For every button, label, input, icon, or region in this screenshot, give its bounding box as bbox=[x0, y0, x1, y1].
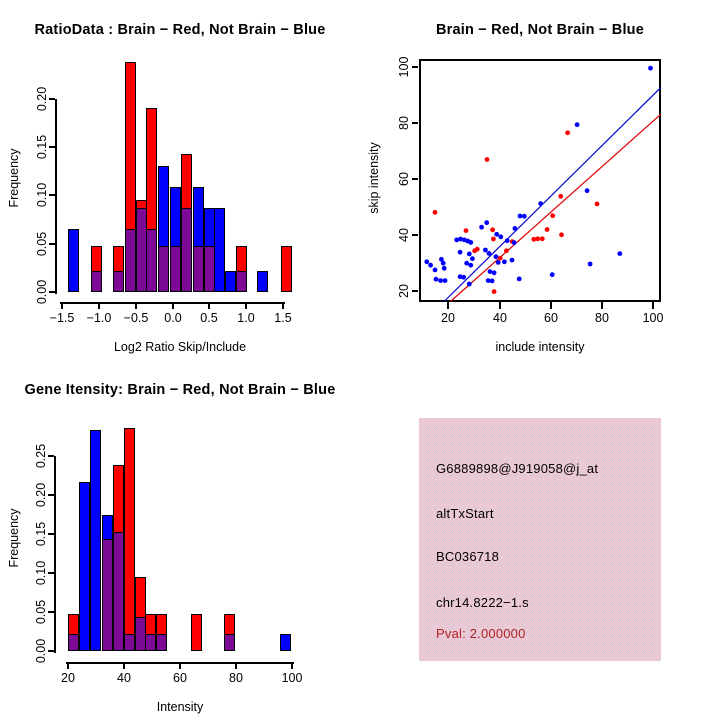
x-tick-label: 1.5 bbox=[274, 311, 292, 325]
point-not_brain bbox=[490, 279, 495, 284]
bar-red bbox=[281, 246, 292, 292]
y-tick bbox=[48, 650, 54, 652]
x-tick-label: 1.0 bbox=[237, 311, 255, 325]
gene-histogram-plot bbox=[0, 360, 360, 720]
point-brain bbox=[472, 248, 477, 253]
y-tick bbox=[48, 572, 54, 574]
bar-overlap bbox=[224, 634, 235, 651]
point-brain bbox=[492, 289, 497, 294]
y-tick bbox=[49, 98, 55, 100]
bar-overlap bbox=[124, 634, 135, 651]
x-tick-label: −1.0 bbox=[86, 311, 112, 325]
y-tick-label: 100 bbox=[397, 56, 411, 78]
point-brain bbox=[545, 227, 550, 232]
bar-overlap bbox=[125, 229, 136, 292]
plot-box bbox=[420, 60, 660, 301]
point-not_brain bbox=[496, 260, 501, 265]
point-not_brain bbox=[438, 278, 443, 283]
bar-overlap bbox=[170, 246, 181, 292]
point-not_brain bbox=[538, 201, 543, 206]
x-tick-label: 60 bbox=[173, 671, 187, 685]
x-tick bbox=[652, 302, 654, 309]
point-not_brain bbox=[488, 269, 493, 274]
fit-line-line_red bbox=[451, 114, 661, 301]
x-tick bbox=[208, 302, 210, 309]
point-not_brain bbox=[467, 252, 472, 257]
scatter-xlabel: include intensity bbox=[495, 340, 585, 354]
point-brain bbox=[433, 210, 438, 215]
x-tick-label: 20 bbox=[61, 671, 75, 685]
point-brain bbox=[540, 236, 545, 241]
point-brain bbox=[550, 213, 555, 218]
info-box bbox=[419, 418, 661, 661]
point-brain bbox=[464, 228, 469, 233]
x-tick bbox=[61, 302, 63, 309]
y-tick bbox=[49, 291, 55, 293]
bar-overlap bbox=[145, 634, 156, 651]
x-tick bbox=[67, 662, 69, 669]
point-not_brain bbox=[505, 238, 510, 243]
point-not_brain bbox=[443, 278, 448, 283]
y-tick bbox=[48, 455, 54, 457]
point-not_brain bbox=[585, 188, 590, 193]
y-tick-label: 0.15 bbox=[35, 134, 49, 160]
x-tick-label: 60 bbox=[544, 311, 558, 325]
panel-info bbox=[360, 360, 720, 720]
y-tick-label: 0.10 bbox=[34, 560, 48, 586]
y-tick bbox=[48, 494, 54, 496]
bar-blue bbox=[79, 482, 90, 651]
point-not_brain bbox=[468, 240, 473, 245]
point-not_brain bbox=[502, 259, 507, 264]
point-brain bbox=[504, 248, 509, 253]
x-tick-label: 100 bbox=[281, 671, 303, 685]
point-brain bbox=[498, 256, 503, 261]
scatter-plot bbox=[360, 0, 720, 360]
y-axis bbox=[54, 456, 56, 653]
point-not_brain bbox=[575, 122, 580, 127]
point-not_brain bbox=[550, 272, 555, 277]
panel-ratio-histogram bbox=[0, 0, 360, 360]
point-not_brain bbox=[479, 225, 484, 230]
x-tick bbox=[179, 662, 181, 669]
point-not_brain bbox=[522, 214, 527, 219]
point-not_brain bbox=[498, 234, 503, 239]
x-tick-label: 80 bbox=[595, 311, 609, 325]
y-tick-label: 0.00 bbox=[34, 638, 48, 664]
point-not_brain bbox=[648, 66, 653, 71]
bar-overlap bbox=[236, 271, 247, 292]
scatter-canvas bbox=[360, 0, 720, 360]
point-not_brain bbox=[510, 258, 515, 263]
point-not_brain bbox=[470, 256, 475, 261]
point-not_brain bbox=[441, 261, 446, 266]
bar-overlap bbox=[181, 208, 192, 292]
x-tick bbox=[499, 302, 501, 309]
point-brain bbox=[559, 232, 564, 237]
y-tick-label: 60 bbox=[397, 172, 411, 186]
point-not_brain bbox=[434, 277, 439, 282]
y-tick-label: 0.20 bbox=[34, 482, 48, 508]
x-tick bbox=[291, 662, 293, 669]
gene-histogram-ylabel: Frequency bbox=[7, 508, 21, 568]
panel-gene-histogram bbox=[0, 360, 360, 720]
gene-histogram-xlabel: Intensity bbox=[156, 700, 204, 714]
bar-red bbox=[191, 614, 202, 651]
ratio-histogram-ylabel: Frequency bbox=[7, 148, 21, 208]
point-not_brain bbox=[468, 263, 473, 268]
point-brain bbox=[491, 237, 496, 242]
point-brain bbox=[531, 237, 536, 242]
x-tick-label: 0.0 bbox=[164, 311, 182, 325]
point-brain bbox=[565, 130, 570, 135]
y-tick bbox=[49, 194, 55, 196]
bar-blue bbox=[214, 208, 225, 292]
y-tick-label: 0.05 bbox=[35, 231, 49, 257]
y-tick bbox=[412, 66, 418, 68]
y-tick-label: 0.00 bbox=[35, 279, 49, 305]
bar-blue bbox=[257, 271, 268, 292]
ratio-histogram-xlabel: Log2 Ratio Skip/Include bbox=[113, 340, 247, 354]
point-not_brain bbox=[517, 277, 522, 282]
x-tick bbox=[245, 302, 247, 309]
bar-overlap bbox=[113, 532, 124, 651]
x-tick-label: 20 bbox=[441, 311, 455, 325]
x-tick bbox=[282, 302, 284, 309]
accession-text: BC036718 bbox=[436, 549, 500, 564]
y-tick-label: 0.20 bbox=[35, 86, 49, 112]
bar-overlap bbox=[68, 634, 79, 651]
x-tick-label: 0.5 bbox=[200, 311, 218, 325]
scatter-ylabel: skip intensity bbox=[367, 142, 381, 214]
y-tick-label: 0.10 bbox=[35, 182, 49, 208]
y-tick-label: 0.15 bbox=[34, 521, 48, 547]
x-tick-label: 40 bbox=[493, 311, 507, 325]
x-tick bbox=[123, 662, 125, 669]
y-axis bbox=[55, 99, 57, 294]
pval-text: Pval: 2.000000 bbox=[436, 626, 526, 641]
x-tick bbox=[235, 662, 237, 669]
x-tick-label: 40 bbox=[117, 671, 131, 685]
point-not_brain bbox=[588, 262, 593, 267]
point-not_brain bbox=[487, 251, 492, 256]
bar-red bbox=[124, 428, 135, 651]
y-tick-label: 0.25 bbox=[34, 443, 48, 469]
x-tick bbox=[447, 302, 449, 309]
y-tick bbox=[49, 243, 55, 245]
point-brain bbox=[490, 227, 495, 232]
bar-overlap bbox=[102, 539, 113, 651]
point-not_brain bbox=[484, 220, 489, 225]
bar-overlap bbox=[158, 246, 169, 292]
event-type-text: altTxStart bbox=[436, 506, 494, 521]
bar-blue bbox=[225, 271, 236, 292]
point-not_brain bbox=[518, 214, 523, 219]
fit-line-line_blue bbox=[444, 88, 660, 302]
bar-overlap bbox=[91, 271, 102, 292]
locus-text: chr14.8222−1.s bbox=[436, 595, 529, 610]
point-not_brain bbox=[433, 268, 438, 273]
x-tick bbox=[135, 302, 137, 309]
point-not_brain bbox=[464, 261, 469, 266]
bar-overlap bbox=[146, 229, 157, 292]
x-tick-label: 80 bbox=[229, 671, 243, 685]
panel-intensity-scatter bbox=[360, 0, 720, 360]
scatter-title: Brain − Red, Not Brain − Blue bbox=[435, 22, 645, 38]
x-tick bbox=[601, 302, 603, 309]
ratio-histogram-title: RatioData : Brain − Red, Not Brain − Blue bbox=[34, 22, 326, 38]
y-tick bbox=[412, 234, 418, 236]
point-not_brain bbox=[494, 232, 499, 237]
point-not_brain bbox=[461, 275, 466, 280]
point-not_brain bbox=[467, 282, 472, 287]
bar-overlap bbox=[193, 246, 204, 292]
y-tick bbox=[48, 611, 54, 613]
ratio-histogram-plot bbox=[0, 0, 360, 360]
point-not_brain bbox=[494, 254, 499, 259]
point-not_brain bbox=[442, 266, 447, 271]
bar-overlap bbox=[113, 271, 124, 292]
y-tick bbox=[48, 533, 54, 535]
point-not_brain bbox=[458, 250, 463, 255]
gene-histogram-title: Gene Itensity: Brain − Red, Not Brain − Blue bbox=[24, 382, 336, 398]
y-tick bbox=[412, 290, 418, 292]
x-tick-label: 100 bbox=[642, 311, 664, 325]
x-tick-label: −0.5 bbox=[123, 311, 149, 325]
y-tick-label: 40 bbox=[397, 228, 411, 242]
point-not_brain bbox=[617, 251, 622, 256]
x-tick bbox=[98, 302, 100, 309]
bar-blue bbox=[90, 430, 101, 651]
y-tick-label: 80 bbox=[397, 116, 411, 130]
point-not_brain bbox=[512, 240, 517, 245]
y-tick bbox=[49, 146, 55, 148]
y-tick bbox=[412, 178, 418, 180]
x-tick bbox=[172, 302, 174, 309]
point-brain bbox=[485, 157, 490, 162]
point-not_brain bbox=[424, 259, 429, 264]
bar-blue bbox=[280, 634, 291, 651]
point-brain bbox=[558, 194, 563, 199]
probe-id-text: G6889898@J919058@j_at bbox=[436, 461, 599, 476]
point-not_brain bbox=[513, 226, 518, 231]
y-tick bbox=[412, 122, 418, 124]
y-tick-label: 20 bbox=[397, 284, 411, 298]
bar-overlap bbox=[156, 634, 167, 651]
bar-blue bbox=[68, 229, 79, 292]
y-tick-label: 0.05 bbox=[34, 599, 48, 625]
point-not_brain bbox=[483, 248, 488, 253]
x-tick bbox=[550, 302, 552, 309]
point-not_brain bbox=[492, 270, 497, 275]
point-not_brain bbox=[428, 263, 433, 268]
point-brain bbox=[595, 202, 600, 207]
x-tick-label: −1.5 bbox=[49, 311, 75, 325]
